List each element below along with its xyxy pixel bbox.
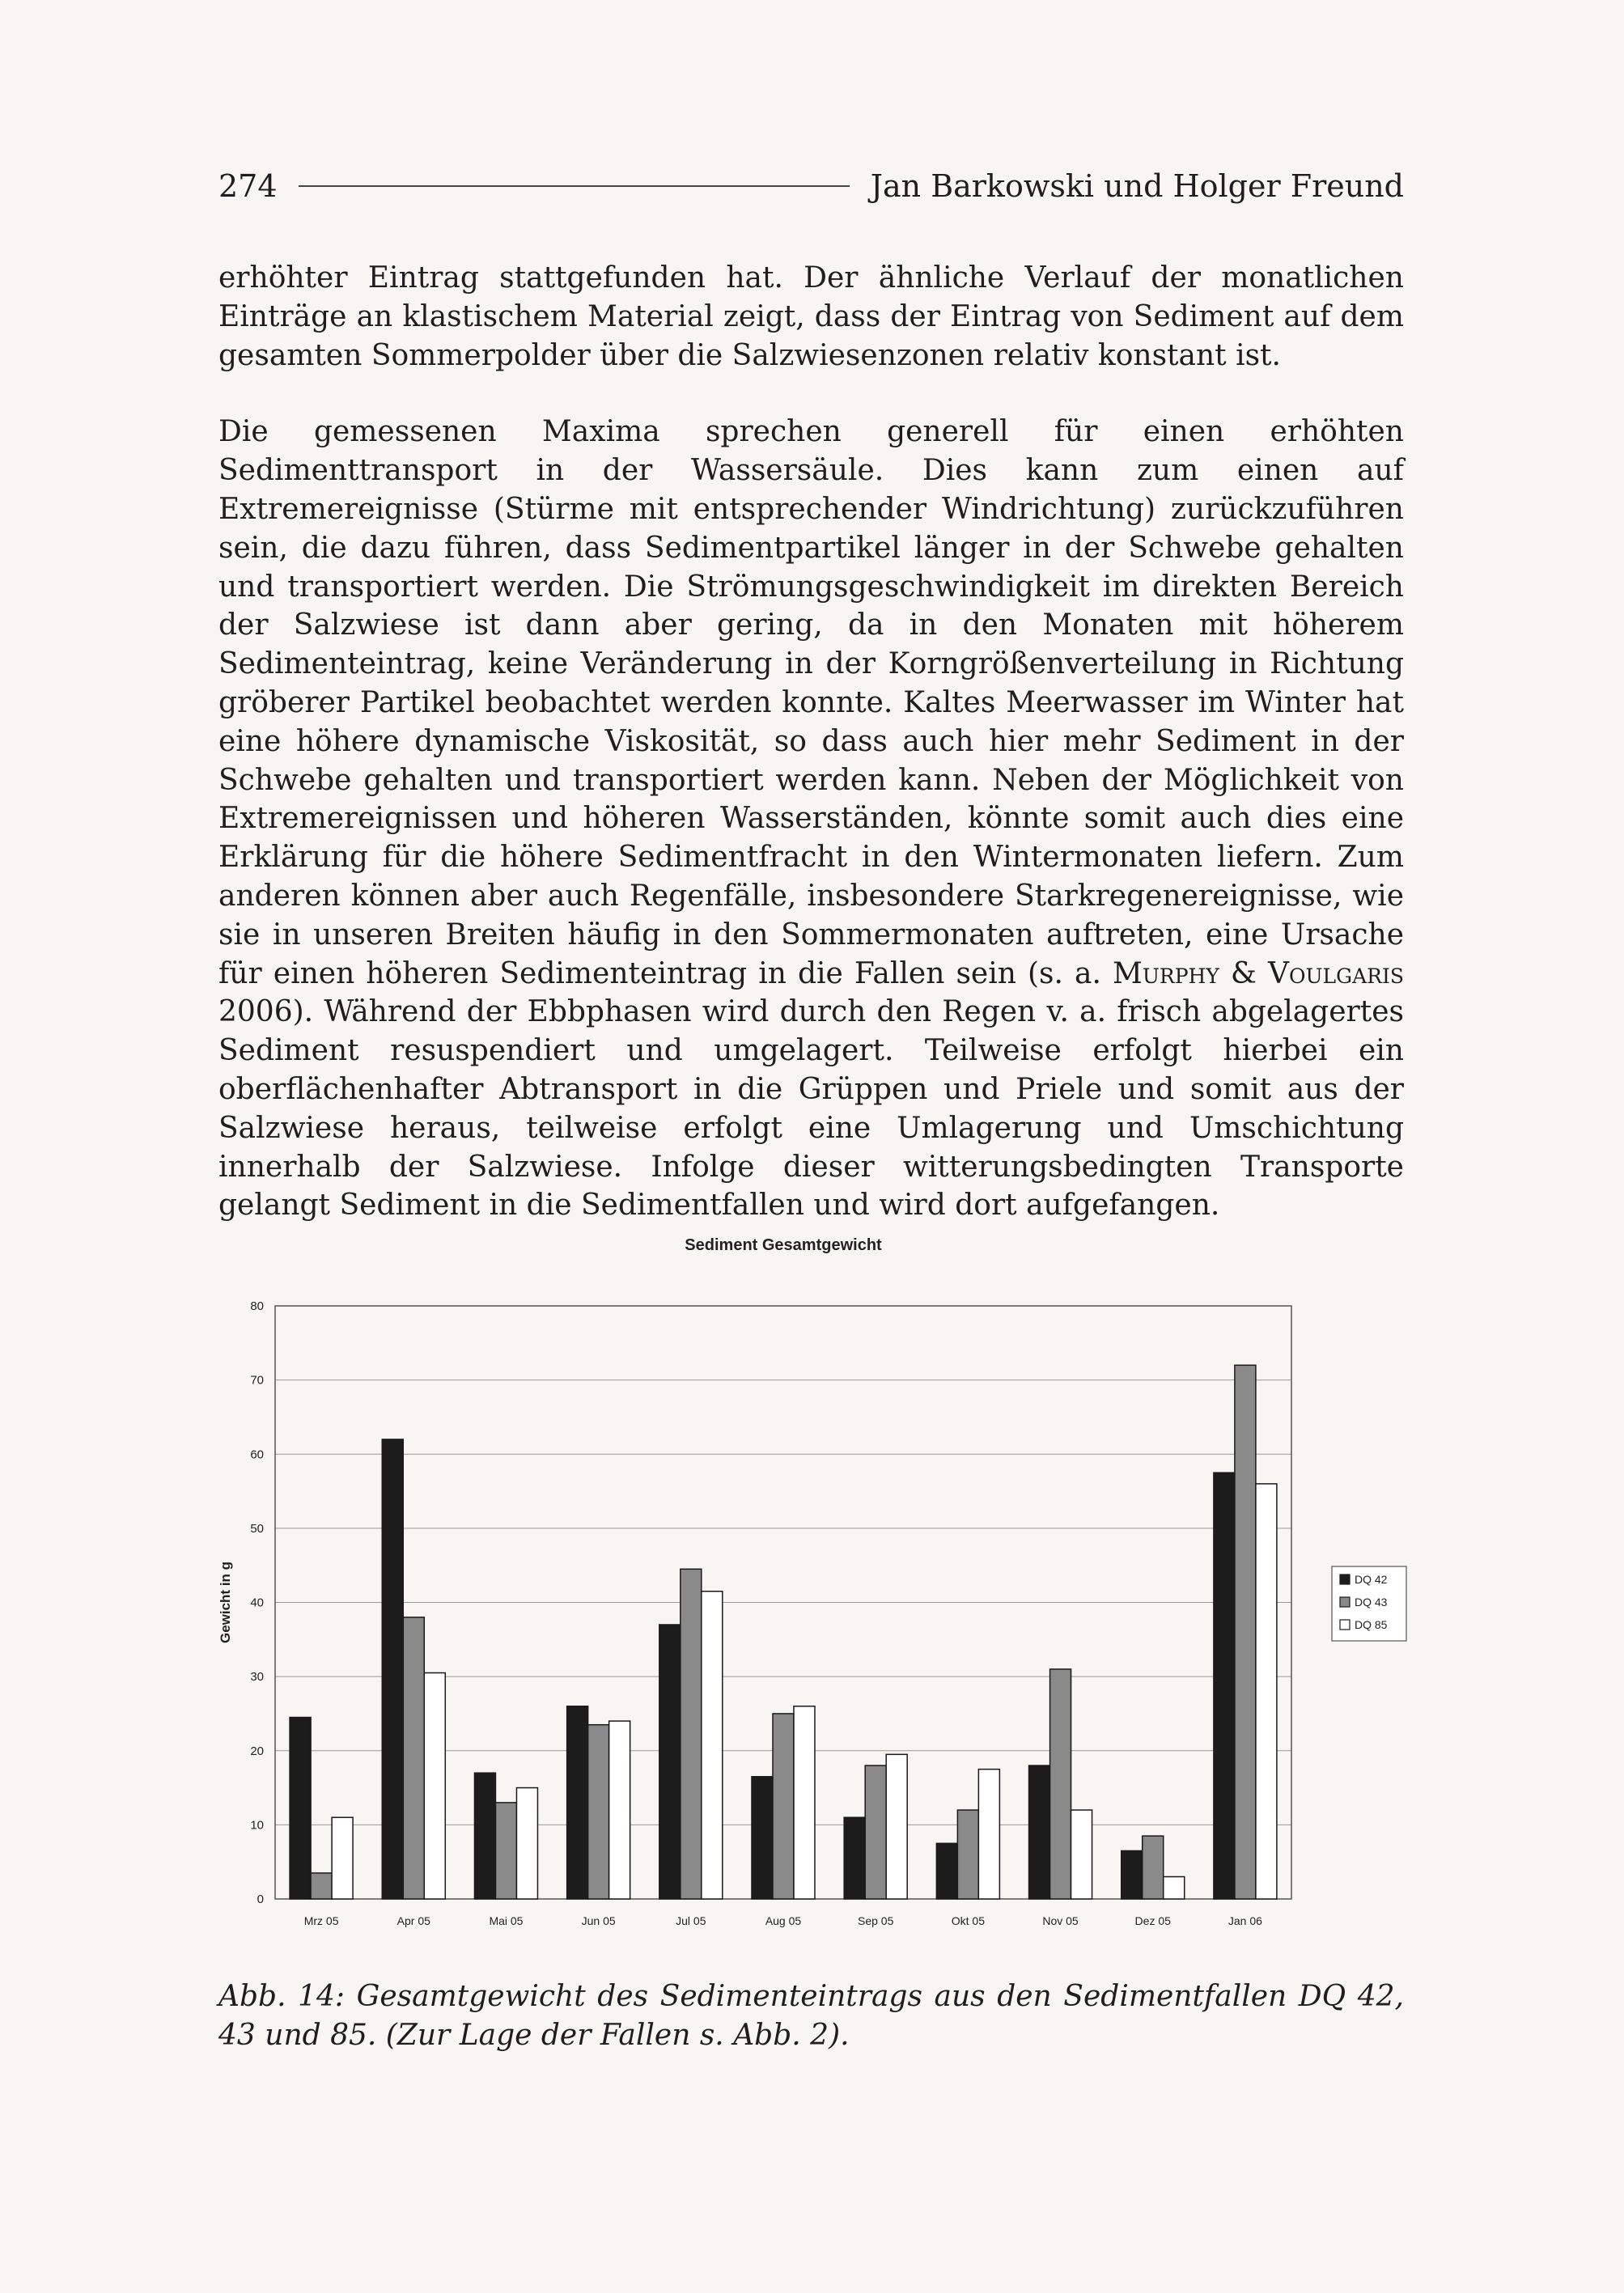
x-tick-label-okt-05: Okt 05 xyxy=(951,1914,985,1927)
bar-dq85-mai-05 xyxy=(516,1788,537,1899)
y-tick-label-0: 0 xyxy=(257,1892,264,1906)
bar-dq43-aug-05 xyxy=(773,1714,794,1899)
bar-dq43-mai-05 xyxy=(495,1803,516,1899)
x-tick-label-mai-05: Mai 05 xyxy=(489,1914,524,1927)
citation-author-voulgaris: Voulgaris xyxy=(1267,956,1404,990)
x-tick-label-jun-05: Jun 05 xyxy=(581,1914,616,1927)
body-text xyxy=(218,259,1404,1263)
bar-dq43-jan-06 xyxy=(1235,1365,1256,1899)
bar-chart xyxy=(210,1214,1416,1974)
paragraph-2 xyxy=(218,413,1404,1225)
y-tick-label-40: 40 xyxy=(250,1596,264,1610)
figure-caption: Abb. 14: Gesamtgewicht des Sedimenteintrags aus den Sedimentfallen DQ 42, 43 und 85. (Zur Lage der Fallen s. Abb. 2). xyxy=(218,1980,1404,2052)
bar-dq85-jan-06 xyxy=(1256,1484,1277,1899)
legend-swatch-dq43 xyxy=(1340,1597,1350,1607)
y-tick-label-60: 60 xyxy=(250,1447,264,1462)
y-tick-label-30: 30 xyxy=(250,1670,264,1685)
bar-dq42-sep-05 xyxy=(844,1817,865,1899)
legend-label-dq43: DQ 43 xyxy=(1355,1596,1388,1608)
x-tick-label-jan-06: Jan 06 xyxy=(1228,1914,1262,1927)
figure-sediment-chart xyxy=(210,1214,1416,1974)
x-tick-label-mrz-05: Mrz 05 xyxy=(303,1914,339,1927)
bar-dq85-mrz-05 xyxy=(332,1817,353,1899)
x-tick-label-nov-05: Nov 05 xyxy=(1042,1914,1079,1927)
x-tick-label-aug-05: Aug 05 xyxy=(765,1914,802,1927)
bar-dq43-dez-05 xyxy=(1143,1836,1164,1899)
legend-swatch-dq85 xyxy=(1340,1620,1350,1630)
citation-author-murphy: Murphy xyxy=(1112,956,1219,990)
y-axis-label: Gewicht in g xyxy=(218,1561,233,1644)
bar-dq43-mrz-05 xyxy=(311,1873,332,1899)
bar-dq42-jul-05 xyxy=(659,1625,681,1899)
bar-dq85-aug-05 xyxy=(794,1706,815,1899)
bar-dq43-apr-05 xyxy=(403,1617,424,1899)
bar-dq43-jun-05 xyxy=(588,1725,609,1899)
x-tick-label-sep-05: Sep 05 xyxy=(857,1914,894,1927)
bar-dq85-apr-05 xyxy=(424,1673,445,1899)
x-tick-label-dez-05: Dez 05 xyxy=(1134,1914,1171,1927)
legend-label-dq42: DQ 42 xyxy=(1355,1573,1388,1586)
bar-dq42-mai-05 xyxy=(474,1773,495,1899)
bar-dq42-dez-05 xyxy=(1122,1850,1143,1899)
bar-dq43-okt-05 xyxy=(957,1810,978,1899)
bar-dq42-apr-05 xyxy=(382,1439,403,1899)
bar-dq43-sep-05 xyxy=(865,1765,886,1899)
bar-dq42-mrz-05 xyxy=(290,1718,311,1899)
bar-dq42-jun-05 xyxy=(567,1706,588,1899)
bar-dq85-nov-05 xyxy=(1071,1810,1092,1899)
bar-dq42-okt-05 xyxy=(936,1843,957,1899)
y-tick-label-50: 50 xyxy=(250,1521,264,1536)
legend-swatch-dq42 xyxy=(1340,1575,1350,1584)
page-header xyxy=(218,162,1404,210)
x-tick-label-jul-05: Jul 05 xyxy=(676,1914,706,1927)
x-tick-label-apr-05: Apr 05 xyxy=(396,1914,430,1927)
y-tick-label-10: 10 xyxy=(250,1818,264,1833)
y-tick-label-80: 80 xyxy=(250,1299,264,1313)
y-tick-label-20: 20 xyxy=(250,1744,264,1758)
bar-dq85-jul-05 xyxy=(702,1592,723,1899)
bar-dq43-jul-05 xyxy=(681,1569,702,1899)
bar-dq85-dez-05 xyxy=(1164,1877,1185,1899)
paragraph-2-text: Die gemessenen Maxima sprechen generell für einen erhöhten Sedimenttransport in der Wassersäule. Dies kann zum einen auf Extremereignisse (Stürme mit entsprechender Windrichtung) zurückzuführen sein, die dazu führen, dass Sedimentpartikel länger in der Schwebe gehalten und transportiert werden. Die Strömungsgeschwindigkeit im direkten Bereich der Salzwiese ist dann aber gering, da in den Monaten mit höherem Sedimenteintrag, keine Veränderung in der Korngrößenverteilung in Richtung gröberer Partikel beobachtet werden konnte. Kaltes Meerwasser im Winter hat eine höhere dynamische Viskosität, so dass auch hier mehr Sediment in der Schwebe gehalten und transportiert werden kann. Neben der Möglichkeit von Extremereignissen und höheren Wasserständen, könnte somit auch dies eine Erklärung für die höhere Sedimentfracht in den Wintermonaten liefern. Zum anderen können aber auch Regenfälle, insbesondere Starkregenereignisse, wie sie in unseren Breiten häufig in den Sommermonaten auftreten, eine Ursache für einen höheren Sedimenteintrag in die Fallen sein (s. a. xyxy=(218,415,1404,990)
paragraph-1: erhöhter Eintrag stattgefunden hat. Der ähnliche Verlauf der monatlichen Einträge an klastischem Material zeigt, dass der Eintrag von Sediment auf dem gesamten Sommerpolder über die Salzwiesenzonen relativ konstant ist. xyxy=(218,261,1404,372)
page-number: 274 xyxy=(218,168,278,204)
bar-dq85-okt-05 xyxy=(978,1770,999,1899)
citation-ampersand: & xyxy=(1219,956,1268,990)
bar-dq85-jun-05 xyxy=(609,1721,630,1899)
bar-dq42-nov-05 xyxy=(1029,1765,1050,1899)
y-tick-label-70: 70 xyxy=(250,1373,264,1388)
citation-year: 2006 xyxy=(218,995,293,1029)
bar-dq85-sep-05 xyxy=(886,1754,907,1899)
running-head-authors: Jan Barkowski und Holger Freund xyxy=(870,168,1404,204)
header-rule xyxy=(299,185,850,187)
chart-title: Sediment Gesamtgewicht xyxy=(685,1236,882,1254)
bar-dq43-nov-05 xyxy=(1050,1669,1071,1899)
bar-dq42-jan-06 xyxy=(1214,1473,1235,1899)
paragraph-2-continuation: ). Während der Ebbphasen wird durch den Regen v. a. frisch abgelagertes Sediment resuspendiert und umgelagert. Teilweise erfolgt hierbei ein oberflächenhafter Abtransport in die Grüppen und Priele und somit aus der Salzwiese heraus, teilweise erfolgt eine Umlagerung und Umschichtung innerhalb der Salzwiese. Infolge dieser witterungsbedingten Transporte gelangt Sediment in die Sedimentfallen und wird dort aufgefangen. xyxy=(218,995,1404,1223)
bar-dq42-aug-05 xyxy=(752,1777,773,1899)
legend-label-dq85: DQ 85 xyxy=(1355,1618,1388,1631)
